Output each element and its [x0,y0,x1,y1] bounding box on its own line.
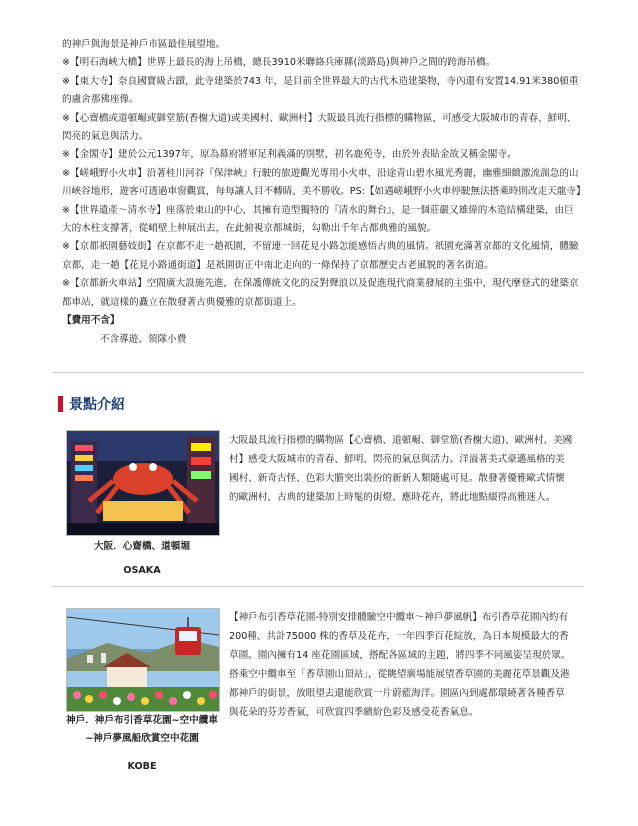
kobe-photo [66,608,220,712]
section-marker-icon [58,396,63,412]
itinerary-line: ※【明石海峽大橋】世界上最長的海上吊橋，總長3910米聯絡兵庫縣(淡路島)與神戶之間的跨海吊橋。 [62,57,496,69]
itinerary-line: ※【世界遺產～清水寺】座落於東山的中心，其擁有造型獨特的『清水的舞台』，是一個莊嚴又雄偉的木造結構建築，由巨大的木柱支撐著，從峭壁上伸展出去，在此俯視京都城街，勾勒出千年古都典雅的風貌。 [62,204,574,235]
divider [52,372,584,373]
fee-body: 不含導遊、領隊小費 [100,333,187,345]
itinerary-line: ※【心齋橋或道頓崛或御堂筋(香榭大道)或美國村、歐洲村】大阪最具流行指標的購物區，可感受大阪城市的青春、鮮明、閃亮的氣息與活力。 [62,112,577,143]
osaka-night-street-image [67,431,219,535]
itinerary-line: ※【東大寺】奈良國寶級古蹟，此寺建築於743 年，是目前全世界最大的古代木造建築物，寺內還有安置14.91米380頓重的盧舍那佛座像。 [62,75,579,106]
itinerary-line: ※【京都祇園藝妓街】在京都不走一趟祇園，不留連一回花見小路怎能感悟古典的風情。祇園充滿著京都的文化風情，體驗京都，走一趟【花見小路通街道】是祇園街正中南北走向的一條保持了京都歷史古老風貌的著名街道。 [62,241,579,271]
itinerary-line: 的神戶與海景是神戶市區最佳展望地。 [62,39,226,50]
itinerary-line: ※【金閣寺】建於公元1397年，原為幕府將軍足利義滿的別墅，初名鹿苑寺，由於外表貼金故又稱金閣寺。 [62,149,517,161]
itinerary-line: ※【嵯峨野小火車】沿著桂川河谷『保津峽』行駛的旅遊觀光專用小火車，沿途青山碧水風光秀麗，幽雅細緻激流湍急的山川峽谷地形，遊客可透過車窗觀賞，每每讓人目不轉睛、美不勝收。PS:【如遇嵯峨野小火車停駛無法搭乘時則改走天龍寺】 [62,167,586,198]
osaka-photo [66,430,220,536]
kobe-description: 【神戶布引香草花園-特別安排體驗空中纜車～神戶夢風帆】布引香草花園內約有200種、共計75000 株的香草及花卉，一年四季百花綻放，為日本規模最大的香草園。園內擁有14 座花園區域，搭配各區域的主題，將四季不同風姿呈現於眾。搭乘空中纜車至「香草園山頂站」，從眺望廣場能展望香草園的美麗花草景觀及港都神戶的街景，放眼望去還能欣賞一片蔚藍海洋。園區內到處都環繞著各種香草與花朵的芬芳香氣，可欣賞四季繽紛色彩及感受花香氣息。 [229,612,571,718]
kobe-city-label: KOBE [127,761,157,772]
osaka-city-label: OSAKA [123,565,161,576]
itinerary-line: ※【京都新火車站】空間廣大設施先進，在保護傳統文化的反對聲浪以及促進現代商業發展的主張中，現代摩登式的建築京都車站，就這樣的矗立在散發著古典優雅的京都街道上。 [62,278,579,308]
section-header [58,394,125,414]
osaka-description: 大阪最具流行指標的購物區【心齋橋、道頓崛、御堂筋(香榭大道)、歐洲村、美國村】感受大阪城市的青春、鮮明、閃亮的氣息與活力。洋溢著美式豪邁風格的美國村、新奇古怪、色彩大膽突出裝扮的新新人類隨處可見。散發著優雅歐式情懷的歐洲村，古典的建築加上時髦的街燈、應時花卉，將此地點綴得高雅迷人。 [229,435,573,503]
divider [52,586,584,587]
fee-title: 【費用不含】 [62,315,120,327]
itinerary-text [62,36,586,349]
kobe-caption: 神戶．神戶布引香草花園~空中纜車~神戶夢風船欣賞空中花園 [66,715,218,744]
kobe-herb-garden-image [67,609,219,711]
osaka-caption: 大阪．心齋橋、道頓堀 [94,541,190,552]
section-title: 景點介紹 [69,397,125,413]
